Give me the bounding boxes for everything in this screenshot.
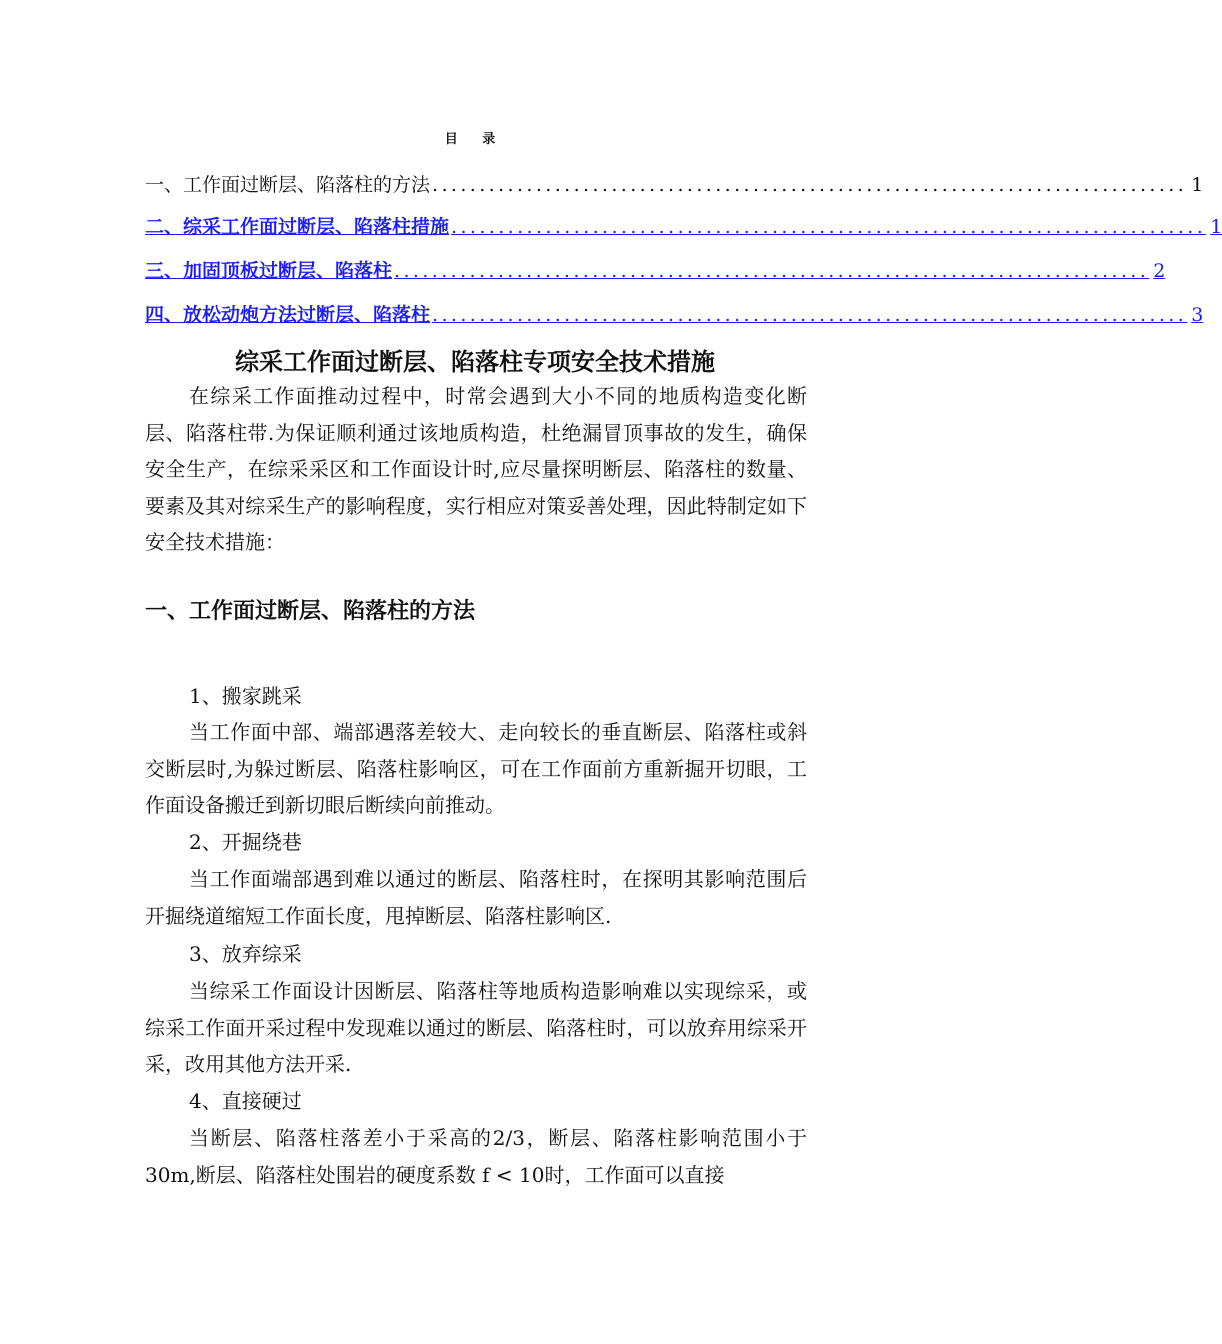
toc-entry-label: 一、工作面过断层、陷落柱的方法 bbox=[145, 174, 431, 196]
toc-entry-1[interactable] bbox=[145, 170, 1204, 198]
item-paragraph-4: 当断层、陷落柱落差小于采高的2/3，断层、陷落柱影响范围小于30m,断层、陷落柱处围岩的硬度系数 f < 10时，工作面可以直接 bbox=[145, 1126, 807, 1187]
toc-entry-3-link[interactable] bbox=[145, 256, 1166, 284]
item-heading-1: 1、搬家跳采 bbox=[189, 684, 302, 708]
toc-entry-page: 1 bbox=[1191, 174, 1204, 196]
toc-leader-dots: ................................................................................ bbox=[451, 216, 1207, 238]
toc-entry-page: 2 bbox=[1153, 260, 1166, 282]
item-paragraph-2: 当工作面端部遇到难以通过的断层、陷落柱时，在探明其影响范围后 开掘绕道缩短工作面长度，甩掉断层、陷落柱影响区. bbox=[145, 867, 827, 928]
toc-leader-dots: ................................................................................ bbox=[394, 260, 1150, 282]
toc-leader-dots: ................................................................................ bbox=[432, 174, 1188, 196]
intro-paragraph: 在综采工作面推动过程中，时常会遇到大小不同的地质构造变化断层、陷落柱带.为保证顺利通过该地质构造，杜绝漏冒顶事故的发生，确保安全生产，在综采采区和工作面设计时,应尽量探明断层、陷落柱的数量、要素及其对综采生产的影响程度，实行相应对策妥善处理，因此特制定如下安全技术措施： bbox=[145, 384, 807, 554]
toc-entry-label: 二、综采工作面过断层、陷落柱措施 bbox=[145, 216, 450, 238]
toc-entry-label: 三、加固顶板过断层、陷落柱 bbox=[145, 260, 393, 282]
toc-entry-page: 1 bbox=[1210, 216, 1222, 238]
document-title: 综采工作面过断层、陷落柱专项安全技术措施 bbox=[235, 347, 715, 376]
item-heading-4: 4、直接硬过 bbox=[189, 1089, 302, 1113]
item-heading-2: 2、开掘绕巷 bbox=[189, 830, 302, 854]
section-heading-1: 一、工作面过断层、陷落柱的方法 bbox=[145, 599, 476, 624]
item-paragraph-1: 当工作面中部、端部遇落差较大、走向较长的垂直断层、陷落柱或斜交断层时,为躲过断层、陷落柱影响区，可在工作面前方重新掘开切眼，工作面设备搬迁到新切眼后断续向前推动。 bbox=[145, 720, 807, 817]
toc-entry-label: 四、放松动炮方法过断层、陷落柱 bbox=[145, 304, 431, 326]
toc-title: 目 录 bbox=[444, 132, 506, 147]
toc-entry-4-link[interactable] bbox=[145, 300, 1204, 328]
item-paragraph-3: 当综采工作面设计因断层、陷落柱等地质构造影响难以实现综采，或综采工作面开采过程中发现难以通过的断层、陷落柱时，可以放弃用综采开采，改用其他方法开采. bbox=[145, 979, 807, 1076]
toc-entry-2-link[interactable] bbox=[145, 212, 1222, 240]
toc-entry-page: 3 bbox=[1191, 304, 1204, 326]
item-heading-3: 3、放弃综采 bbox=[189, 942, 302, 966]
toc-leader-dots: ................................................................................ bbox=[432, 304, 1188, 326]
